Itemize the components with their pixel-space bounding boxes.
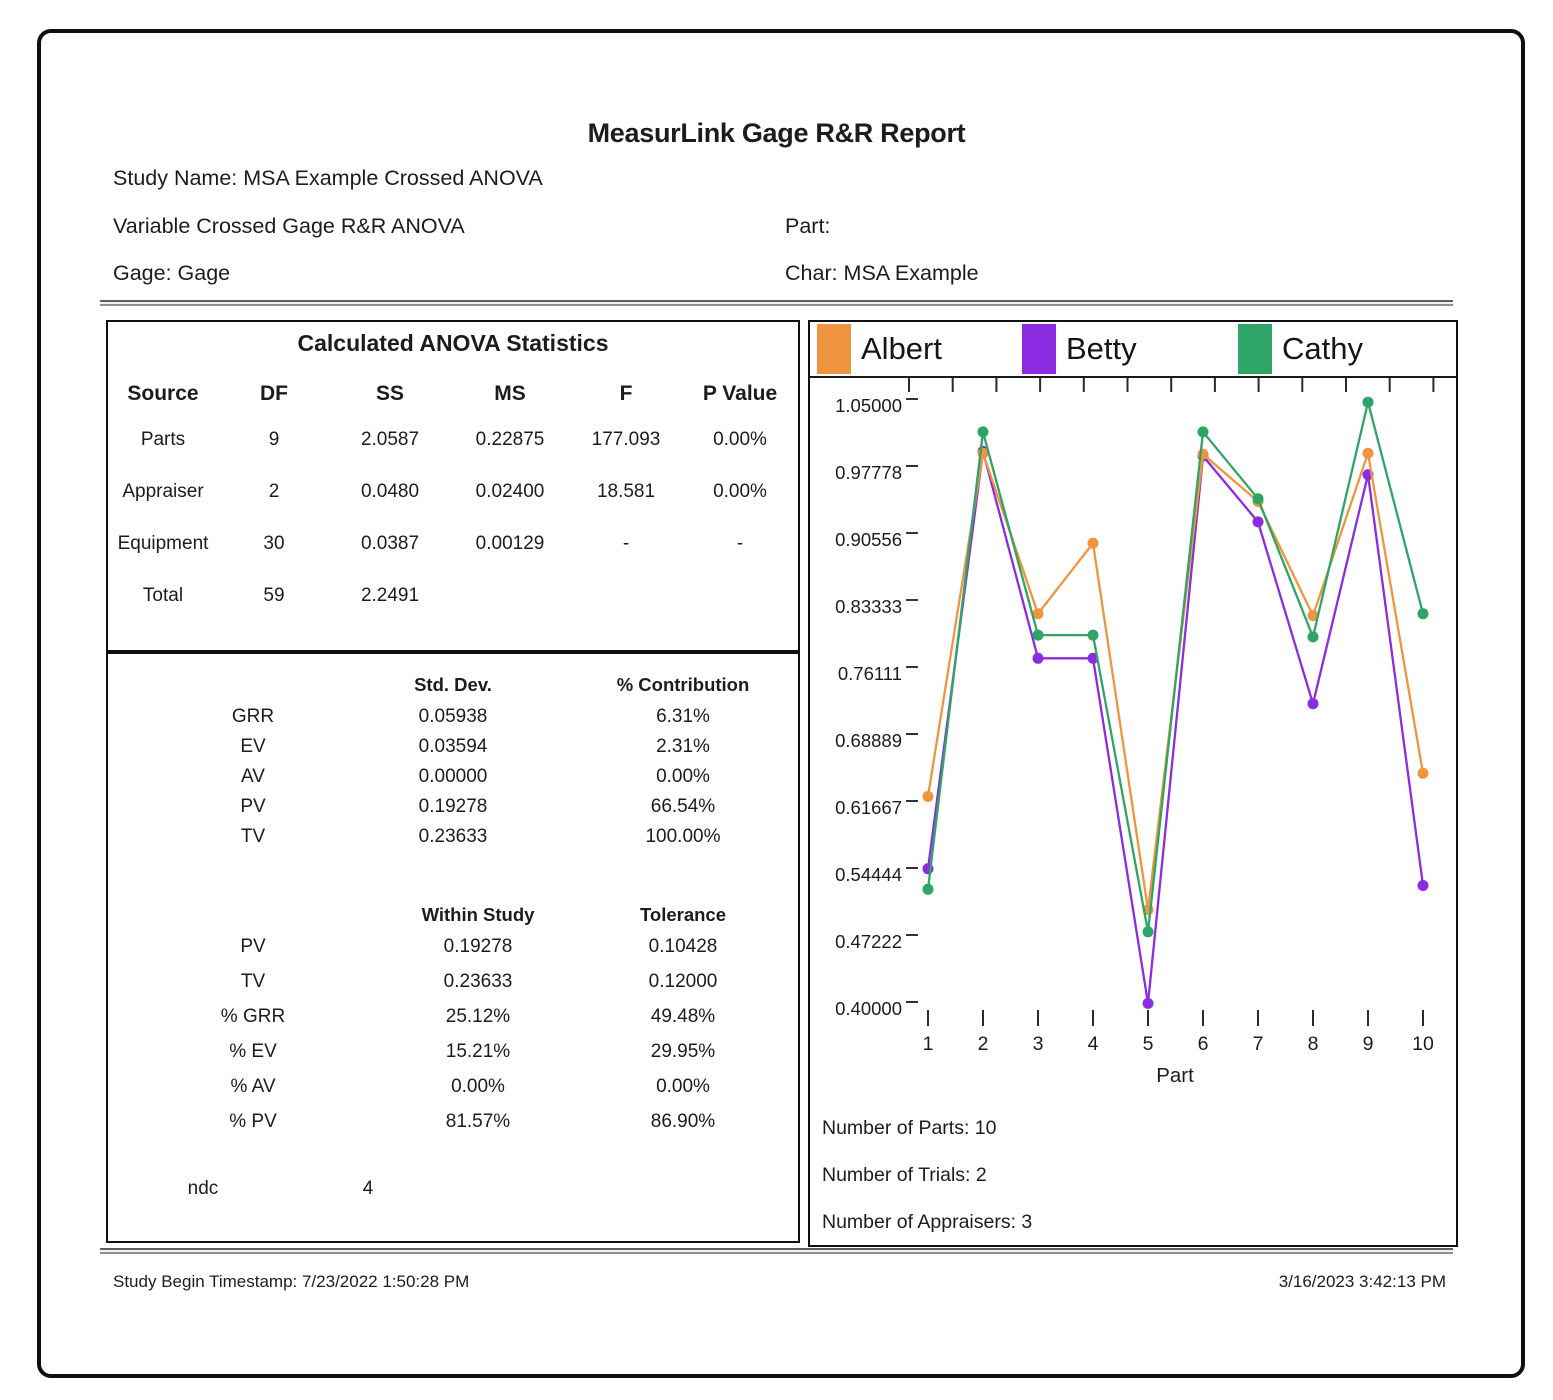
ndc-value: 4	[362, 1178, 374, 1199]
variance-row	[108, 736, 798, 766]
study-row-label: TV	[240, 971, 266, 992]
variance-contribution-value: 66.54%	[650, 796, 716, 817]
anova-row	[108, 414, 798, 466]
legend-swatch-betty	[1022, 324, 1056, 374]
variance-stddev-value: 0.05938	[418, 706, 488, 727]
data-point-betty	[1143, 998, 1154, 1009]
anova-cell: Equipment	[117, 533, 209, 554]
anova-column-header: DF	[260, 382, 288, 405]
data-point-cathy	[978, 426, 989, 437]
variance-table	[108, 674, 798, 856]
study-row-label: % AV	[230, 1076, 276, 1097]
divider-bottom	[100, 1248, 1453, 1254]
study-name-line: Study Name: MSA Example Crossed ANOVA	[113, 166, 543, 190]
x-axis-tick-label: 4	[1087, 1033, 1099, 1055]
study-row-label: % PV	[229, 1111, 277, 1132]
anova-cell: -	[736, 533, 744, 554]
study-tolerance-table	[108, 904, 798, 1146]
variance-row-label: AV	[241, 766, 265, 787]
x-axis-title: Part	[1156, 1064, 1194, 1087]
summary-trials: Number of Trials: 2	[822, 1164, 987, 1186]
anova-cell	[570, 570, 682, 622]
y-axis-tick-label: 0.61667	[835, 797, 902, 818]
data-point-cathy	[1033, 630, 1044, 641]
y-axis-tick-label: 0.97778	[835, 462, 902, 483]
x-axis-tick-label: 3	[1032, 1033, 1044, 1055]
anova-cell: 2.2491	[360, 585, 420, 606]
study-row	[108, 1076, 798, 1111]
anova-cell: 0.22875	[475, 429, 545, 450]
study-within-value: 15.21%	[445, 1041, 511, 1062]
variance-header-stddev: Std. Dev.	[414, 674, 492, 695]
anova-cell: 0.0480	[360, 481, 420, 502]
anova-column-header: SS	[375, 382, 404, 405]
data-point-betty	[1253, 516, 1264, 527]
study-header-within: Within Study	[421, 904, 535, 925]
footer-timestamp-begin: Study Begin Timestamp: 7/23/2022 1:50:28 PM	[113, 1272, 470, 1291]
legend-swatch-cathy	[1238, 324, 1272, 374]
study-tolerance-value: 86.90%	[650, 1111, 716, 1132]
anova-cell: 0.02400	[475, 481, 545, 502]
data-point-betty	[1308, 698, 1319, 709]
statistics-panel	[106, 320, 800, 1243]
variance-row	[108, 766, 798, 796]
y-axis-tick-label: 1.05000	[835, 395, 902, 416]
anova-cell: Appraiser	[122, 481, 204, 502]
anova-row	[108, 570, 798, 622]
anova-cell: 59	[263, 585, 285, 606]
study-tolerance-value: 0.12000	[648, 971, 718, 992]
legend-label: Cathy	[1282, 331, 1363, 366]
data-point-cathy	[1308, 631, 1319, 642]
study-tolerance-value: 49.48%	[650, 1006, 716, 1027]
divider-top	[100, 300, 1453, 306]
x-axis-tick-label: 10	[1412, 1033, 1434, 1055]
data-point-albert	[1363, 448, 1374, 459]
data-point-betty	[1418, 880, 1429, 891]
study-tolerance-value: 29.95%	[650, 1041, 716, 1062]
x-axis-tick-label: 5	[1142, 1033, 1154, 1055]
study-row-label: PV	[240, 936, 266, 957]
anova-cell	[682, 570, 798, 622]
summary-parts: Number of Parts: 10	[822, 1117, 997, 1139]
anova-cell	[450, 570, 570, 622]
anova-column-header: Source	[127, 382, 199, 405]
data-point-cathy	[923, 884, 934, 895]
x-axis-tick-label: 8	[1307, 1033, 1319, 1055]
data-point-albert	[923, 791, 934, 802]
data-point-albert	[1088, 538, 1099, 549]
variance-header-contribution: % Contribution	[616, 674, 750, 695]
variance-contribution-value: 0.00%	[656, 766, 710, 787]
stats-divider	[106, 650, 800, 654]
study-within-value: 81.57%	[445, 1111, 511, 1132]
anova-cell: 0.00129	[475, 533, 545, 554]
variance-contribution-value: 6.31%	[656, 706, 710, 727]
study-row-label: % GRR	[220, 1006, 286, 1027]
legend-label: Betty	[1066, 331, 1137, 366]
y-axis-tick-label: 0.40000	[835, 998, 902, 1019]
study-tolerance-value: 0.00%	[656, 1076, 710, 1097]
anova-cell: Total	[142, 585, 184, 606]
series-line-cathy	[928, 402, 1423, 932]
variance-stddev-value: 0.19278	[418, 796, 488, 817]
y-axis-tick-label: 0.47222	[835, 931, 902, 952]
variance-stddev-value: 0.00000	[418, 766, 488, 787]
anova-cell: 0.00%	[713, 429, 767, 450]
study-tolerance-value: 0.10428	[648, 936, 718, 957]
x-axis-tick-label: 9	[1362, 1033, 1374, 1055]
data-point-cathy	[1363, 397, 1374, 408]
study-within-value: 0.00%	[451, 1076, 505, 1097]
y-axis-tick-label: 0.90556	[835, 529, 902, 550]
variance-row-label: PV	[240, 796, 266, 817]
chart-legend	[810, 322, 1456, 378]
anova-column-header: F	[619, 382, 633, 405]
variance-contribution-value: 2.31%	[656, 736, 710, 757]
legend-item-betty	[1022, 322, 1137, 376]
study-row	[108, 1041, 798, 1076]
legend-item-cathy	[1238, 322, 1363, 376]
variance-row	[108, 796, 798, 826]
footer-timestamp-printed: 3/16/2023 3:42:13 PM	[1278, 1272, 1446, 1291]
study-within-value: 0.19278	[443, 936, 513, 957]
data-point-cathy	[1418, 608, 1429, 619]
series-line-betty	[928, 451, 1423, 1003]
anova-column-header: MS	[494, 382, 526, 405]
y-axis-tick-label: 0.68889	[835, 730, 902, 751]
ndc-row	[108, 1178, 798, 1208]
anova-cell: 2.0587	[360, 429, 420, 450]
y-axis-tick-label: 0.76111	[837, 663, 902, 684]
anova-row	[108, 466, 798, 518]
variance-row-label: TV	[240, 826, 266, 847]
variance-row	[108, 826, 798, 856]
anova-cell: 177.093	[591, 429, 661, 450]
study-within-value: 25.12%	[445, 1006, 511, 1027]
study-row	[108, 936, 798, 971]
report-title: MeasurLink Gage R&R Report	[587, 118, 966, 148]
study-header-tolerance: Tolerance	[639, 904, 727, 925]
chart-panel	[808, 320, 1458, 1247]
y-axis-tick-label: 0.83333	[835, 596, 902, 617]
part-line: Part:	[785, 214, 831, 238]
variance-contribution-value: 100.00%	[645, 826, 721, 847]
variable-line: Variable Crossed Gage R&R ANOVA	[113, 214, 465, 238]
variance-stddev-value: 0.03594	[418, 736, 488, 757]
anova-row	[108, 518, 798, 570]
summary-appraisers: Number of Appraisers: 3	[822, 1211, 1033, 1233]
variance-header-row	[108, 674, 798, 706]
data-point-betty	[1033, 653, 1044, 664]
legend-swatch-albert	[817, 324, 851, 374]
anova-table	[108, 374, 798, 622]
y-axis-tick-label: 0.54444	[835, 864, 902, 885]
anova-column-header: P Value	[702, 382, 778, 405]
variance-row-label: EV	[240, 736, 266, 757]
data-point-albert	[1418, 768, 1429, 779]
anova-cell: 18.581	[596, 481, 656, 502]
anova-cell: 0.0387	[360, 533, 420, 554]
study-within-value: 0.23633	[443, 971, 513, 992]
data-point-cathy	[1253, 493, 1264, 504]
anova-header-row	[108, 374, 798, 414]
study-row	[108, 1006, 798, 1041]
anova-cell: 30	[263, 533, 285, 554]
anova-cell: -	[622, 533, 630, 554]
study-row	[108, 971, 798, 1006]
char-line: Char: MSA Example	[785, 261, 979, 285]
legend-label: Albert	[861, 331, 942, 366]
anova-cell: 2	[268, 481, 280, 502]
legend-item-albert	[817, 322, 942, 376]
parts-line-chart	[810, 378, 1452, 1100]
ndc-label: ndc	[187, 1178, 219, 1199]
gage-line: Gage: Gage	[113, 261, 231, 285]
variance-stddev-value: 0.23633	[418, 826, 488, 847]
data-point-cathy	[1198, 426, 1209, 437]
variance-row	[108, 706, 798, 736]
anova-cell: 0.00%	[713, 481, 767, 502]
anova-cell: 9	[268, 429, 280, 450]
x-axis-tick-label: 7	[1252, 1033, 1264, 1055]
study-row	[108, 1111, 798, 1146]
x-axis-tick-label: 6	[1197, 1033, 1209, 1055]
anova-title: Calculated ANOVA Statistics	[297, 330, 609, 356]
anova-cell: Parts	[140, 429, 186, 450]
x-axis-tick-label: 1	[922, 1033, 934, 1055]
study-header-row	[108, 904, 798, 936]
x-axis-tick-label: 2	[977, 1033, 989, 1055]
study-row-label: % EV	[229, 1041, 277, 1062]
variance-row-label: GRR	[231, 706, 275, 727]
data-point-cathy	[1088, 630, 1099, 641]
data-point-cathy	[1143, 926, 1154, 937]
